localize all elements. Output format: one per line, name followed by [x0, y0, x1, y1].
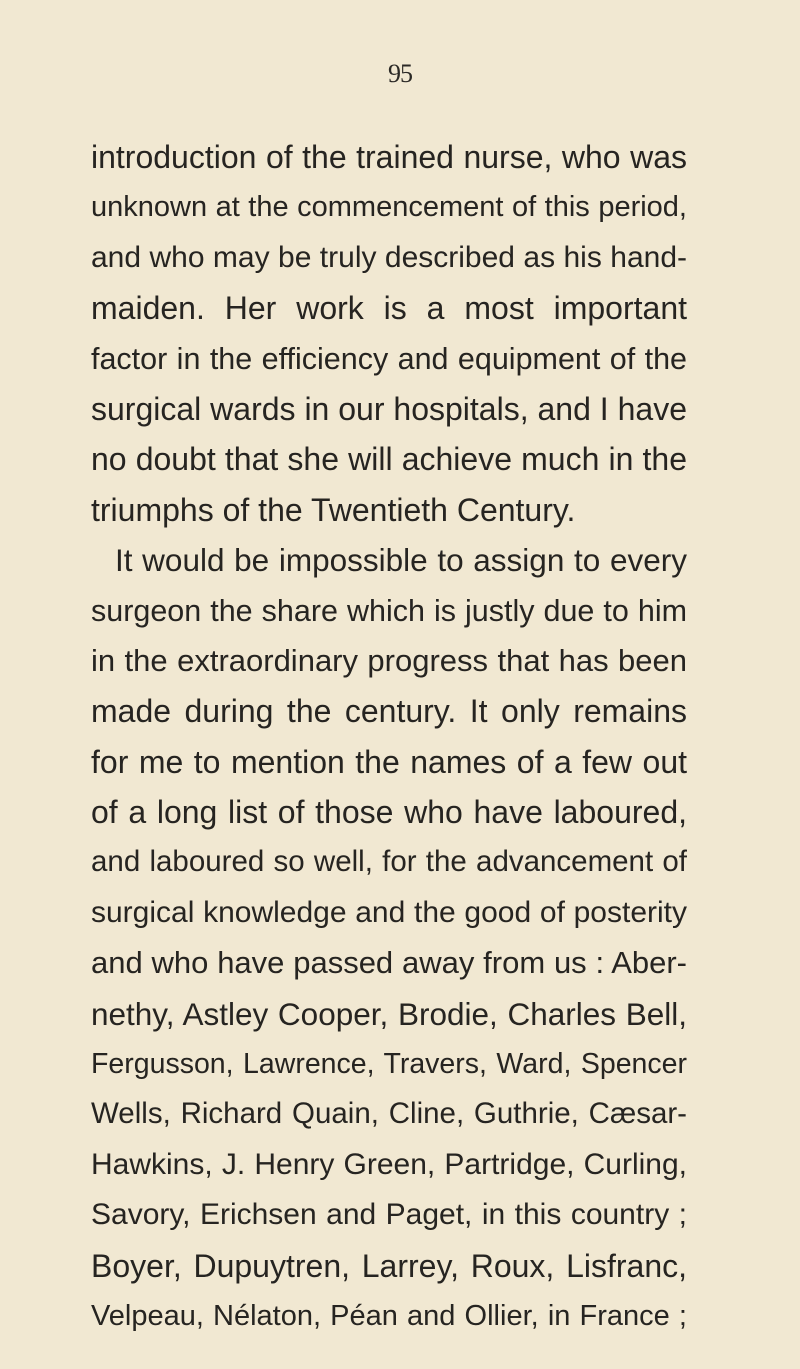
text-line: and who may be truly described as his hand- [91, 240, 687, 274]
text-line: and laboured so well, for the advancement of [91, 845, 687, 879]
text-line: Fergusson, Lawrence, Travers, Ward, Spencer [91, 1048, 687, 1081]
text-line: surgical wards in our hospitals, and I have [91, 390, 687, 427]
text-line: triumphs of the Twentieth Century. [91, 491, 576, 528]
text-line: Velpeau, Nélaton, Péan and Ollier, in France ; [91, 1299, 687, 1332]
text-line: in the extraordinary progress that has been [91, 642, 687, 678]
text-line: Hawkins, J. Henry Green, Partridge, Curling, [91, 1147, 687, 1181]
text-line: Boyer, Dupuytren, Larrey, Roux, Lisfranc, [91, 1247, 687, 1284]
text-line: for me to mention the names of a few out [91, 743, 687, 780]
text-line: of a long list of those who have laboured, [91, 794, 687, 831]
page-number: 95 [388, 59, 412, 88]
text-line: no doubt that she will achieve much in the [91, 441, 687, 478]
text-line: Wells, Richard Quain, Cline, Guthrie, Cæsar- [91, 1097, 687, 1131]
text-line: maiden. Her work is a most important [91, 290, 687, 327]
text-line: surgical knowledge and the good of posterity [91, 895, 687, 929]
text-line: surgeon the share which is justly due to him [91, 593, 687, 628]
text-line: nethy, Astley Cooper, Brodie, Charles Bell, [91, 995, 687, 1032]
body-text [91, 132, 687, 1341]
text-line: It would be impossible to assign to every [115, 542, 687, 579]
text-line: unknown at the commencement of this period, [91, 191, 687, 224]
text-line: made during the century. It only remains [91, 693, 687, 730]
text-line: Savory, Erichsen and Paget, in this country ; [91, 1198, 687, 1232]
text-line: introduction of the trained nurse, who was [91, 139, 687, 175]
text-line: factor in the efficiency and equipment of the [91, 341, 687, 376]
text-line: and who have passed away from us : Aber- [91, 945, 687, 981]
